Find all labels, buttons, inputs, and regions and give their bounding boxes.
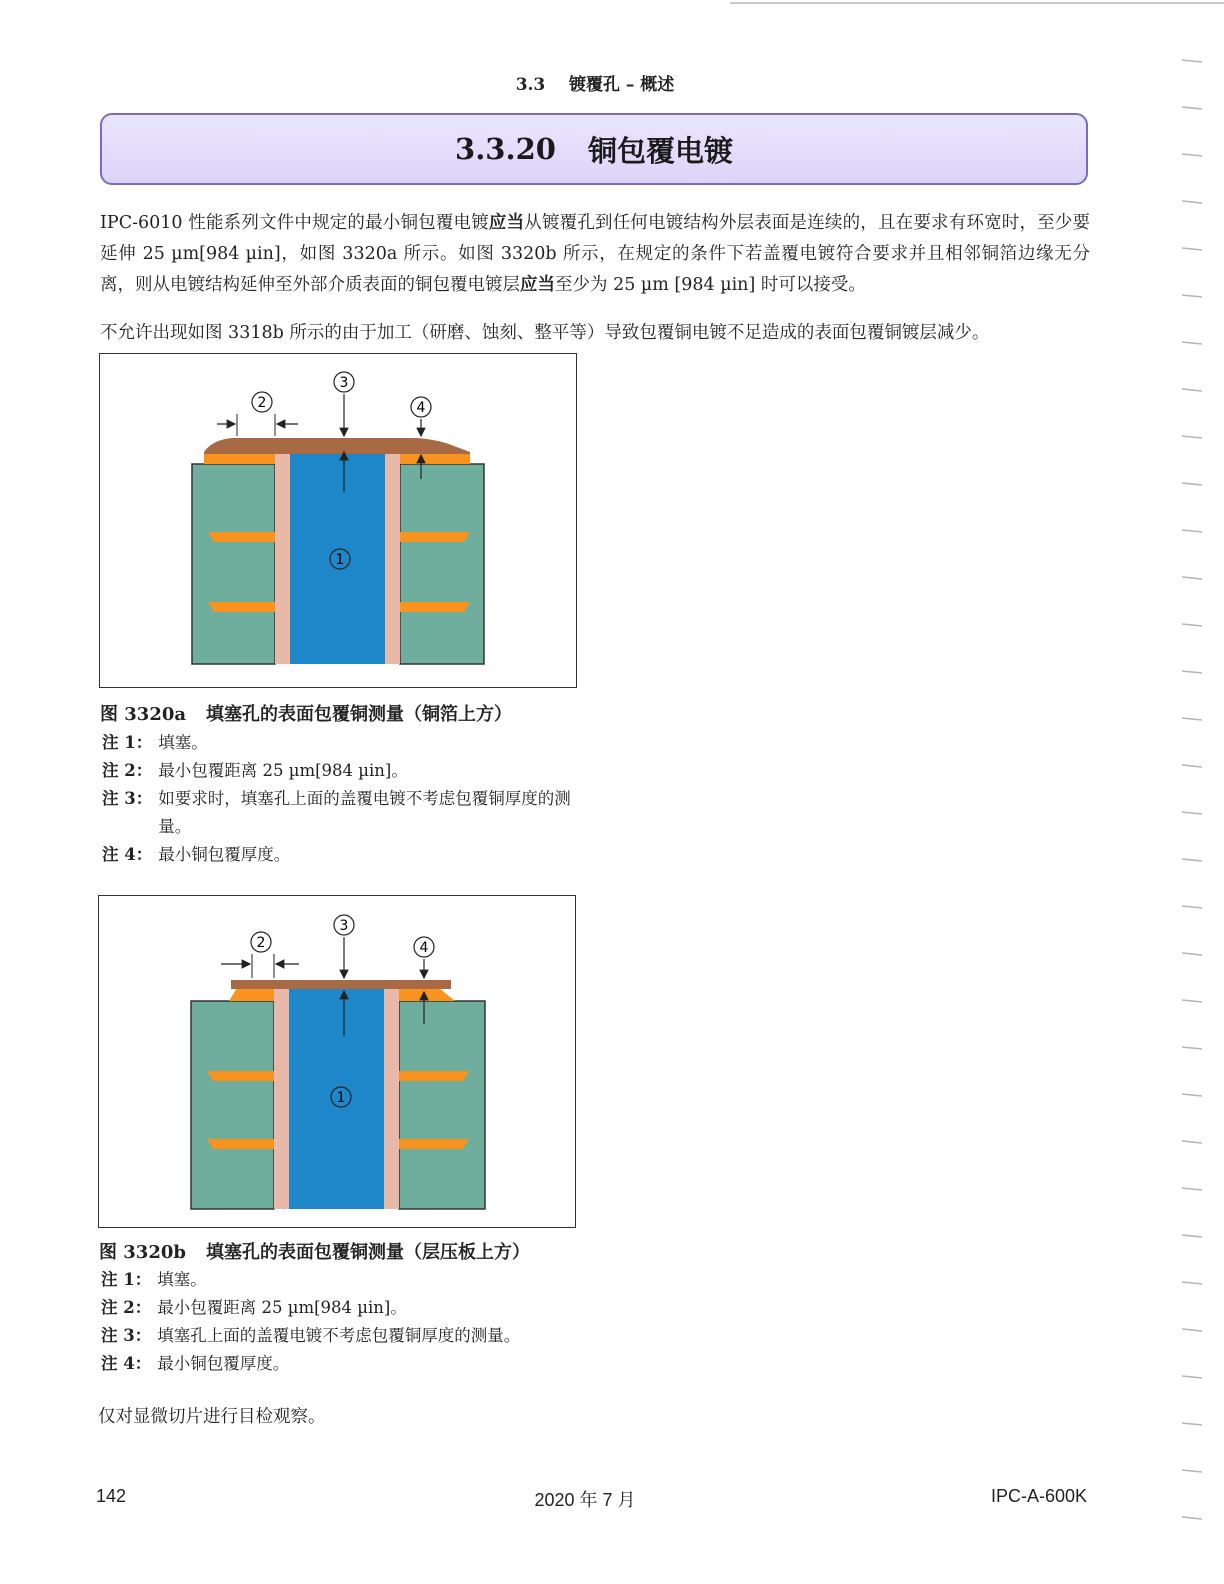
caption-title: 填塞孔的表面包覆铜测量（铜箔上方）: [206, 704, 513, 725]
emphasis-text: 应当: [520, 275, 555, 295]
svg-text:2: 2: [256, 935, 266, 951]
inner-copper-left-2: [207, 1139, 274, 1149]
note-text: 最小铜包覆厚度。: [158, 845, 291, 864]
figure-3320b-caption: [99, 1238, 530, 1264]
svg-text:2: 2: [257, 395, 267, 411]
binding-tick: [1182, 718, 1202, 720]
binding-tick: [1182, 342, 1202, 344]
binding-tick: [1182, 60, 1202, 62]
binding-tick: [1182, 1329, 1202, 1331]
binding-tick: [1182, 859, 1202, 861]
title-banner: [100, 113, 1088, 185]
inner-copper-left-1: [207, 1071, 274, 1081]
binding-tick: [1182, 248, 1202, 250]
footer-date: 2020 年 7 月: [534, 1490, 636, 1510]
note-label: 注 2：: [102, 761, 153, 780]
barrel-plating-left: [275, 444, 290, 664]
binding-tick: [1182, 154, 1202, 156]
cap-plating: [204, 438, 470, 454]
svg-text:4: 4: [416, 400, 426, 416]
inner-copper-left-1: [208, 532, 275, 542]
figure-3320b-diagram: [99, 896, 577, 1229]
figure-3320b: [98, 895, 576, 1228]
binding-tick: [1182, 1188, 1202, 1190]
note: [102, 729, 582, 757]
paragraph-requirements: [100, 208, 1090, 301]
inner-copper-right-1: [400, 532, 470, 542]
figure-3320a: [99, 353, 577, 688]
barrel-plating-right: [384, 986, 399, 1209]
wrap-edge-right: [399, 988, 455, 1001]
paragraph-reduction: 不允许出现如图 3318b 所示的由于加工（研磨、蚀刻、整平等）导致包覆铜电镀不足造成的表面包覆铜镀层减少。: [100, 323, 990, 343]
binding-tick: [1182, 1423, 1202, 1425]
emphasis-text: 应当: [488, 213, 525, 233]
binding-tick: [1182, 765, 1202, 767]
note-label: 注 2：: [101, 1298, 152, 1317]
figure-3320b-notes: [101, 1266, 661, 1378]
note-text: 填塞。: [157, 1270, 207, 1289]
laminate-right: [399, 1001, 485, 1209]
inner-copper-right-2: [400, 602, 470, 612]
binding-tick: [1182, 389, 1202, 391]
paragraph-inspection: 仅对显微切片进行目检观察。: [98, 1407, 326, 1427]
note-text: 最小包覆距离 25 µm[984 µin]。: [157, 1298, 407, 1317]
wrap-edge-left: [229, 988, 274, 1001]
caption-title: 填塞孔的表面包覆铜测量（层压板上方）: [205, 1242, 530, 1263]
binding-tick: [1182, 483, 1202, 485]
binding-tick: [1182, 1141, 1202, 1143]
document-id: IPC-A-600K: [990, 1486, 1087, 1506]
top-edge-line: [730, 2, 1224, 4]
binding-tick: [1182, 436, 1202, 438]
binding-tick: [1182, 812, 1202, 814]
binding-tick: [1182, 671, 1202, 673]
binding-tick: [1182, 201, 1202, 203]
binding-tick: [1182, 1282, 1202, 1284]
binding-tick: [1182, 1047, 1202, 1049]
note: [102, 841, 582, 869]
banner-number: 3.3.20: [455, 132, 556, 166]
binding-tick: [1182, 577, 1202, 579]
svg-text:1: 1: [336, 1090, 346, 1106]
note-text: 填塞。: [158, 733, 208, 752]
laminate-right: [400, 464, 484, 664]
barrel-plating-right: [385, 444, 400, 664]
body-text: 从镀覆孔到任何电镀结构外层表面是连续的，且在要求有环宽时，至少要延伸 25 µm[984 µin]，如图 3320a 所示。如图 3320b 所示，在规定的条件下若盖覆电镀符合要求并且相邻铜箔边缘无分离，则从电镀结构延伸至外部介质表面的铜包覆电镀层: [100, 213, 1091, 295]
svg-text:1: 1: [335, 552, 345, 568]
laminate-left: [192, 464, 275, 664]
note: [101, 1350, 661, 1378]
binding-tick: [1182, 1470, 1202, 1472]
inner-copper-right-2: [399, 1139, 469, 1149]
note-label: 注 1：: [101, 1270, 152, 1289]
note-label: 注 3：: [101, 1326, 152, 1345]
body-text: IPC-6010 性能系列文件中规定的最小铜包覆电镀: [100, 213, 489, 233]
section-header: [0, 70, 1190, 95]
note-text: 最小铜包覆厚度。: [157, 1354, 290, 1373]
banner-title: 铜包覆电镀: [587, 133, 733, 168]
barrel-plating-left: [274, 986, 289, 1209]
cap-plating: [231, 980, 451, 989]
inner-copper-left-2: [208, 602, 275, 612]
svg-text:3: 3: [339, 375, 349, 391]
binding-tick: [1182, 107, 1202, 109]
binding-tick: [1182, 1376, 1202, 1378]
caption-label: 图 3320b: [99, 1242, 186, 1263]
note-text: 最小包覆距离 25 µm[984 µin]。: [158, 761, 408, 780]
callout-2: [221, 932, 299, 978]
binding-tick: [1182, 530, 1202, 532]
binding-tick: [1182, 1235, 1202, 1237]
note: [101, 1266, 661, 1294]
note: [101, 1322, 661, 1350]
note-label: 注 4：: [102, 845, 153, 864]
figure-3320a-notes: [102, 729, 582, 869]
note: [101, 1294, 661, 1322]
note-label: 注 1：: [102, 733, 153, 752]
note: [102, 757, 582, 785]
binding-tick: [1182, 953, 1202, 955]
inner-copper-right-1: [399, 1071, 469, 1081]
callout-2: [217, 392, 298, 436]
note-text: 填塞孔上面的盖覆电镀不考虑包覆铜厚度的测量。: [157, 1326, 521, 1345]
binding-tick: [1182, 624, 1202, 626]
section-title: 镀覆孔 – 概述: [568, 75, 675, 95]
section-number: 3.3: [515, 75, 546, 95]
figure-3320a-diagram: [100, 354, 578, 689]
note: [102, 785, 582, 841]
note-label: 注 4：: [101, 1354, 152, 1373]
laminate-left: [191, 1001, 274, 1209]
figure-3320a-caption: [100, 700, 512, 726]
svg-text:4: 4: [419, 940, 429, 956]
binding-margin-marks: [1178, 40, 1208, 1540]
binding-tick: [1182, 295, 1202, 297]
page-number: 142: [96, 1486, 127, 1506]
binding-tick: [1182, 1517, 1202, 1519]
note-text: 如要求时，填塞孔上面的盖覆电镀不考虑包覆铜厚度的测量。: [158, 789, 571, 836]
body-text: 至少为 25 µm [984 µin] 时可以接受。: [555, 275, 866, 295]
svg-text:3: 3: [339, 918, 349, 934]
caption-label: 图 3320a: [100, 704, 187, 725]
note-label: 注 3：: [102, 789, 153, 808]
binding-tick: [1182, 906, 1202, 908]
binding-tick: [1182, 1094, 1202, 1096]
binding-tick: [1182, 1000, 1202, 1002]
